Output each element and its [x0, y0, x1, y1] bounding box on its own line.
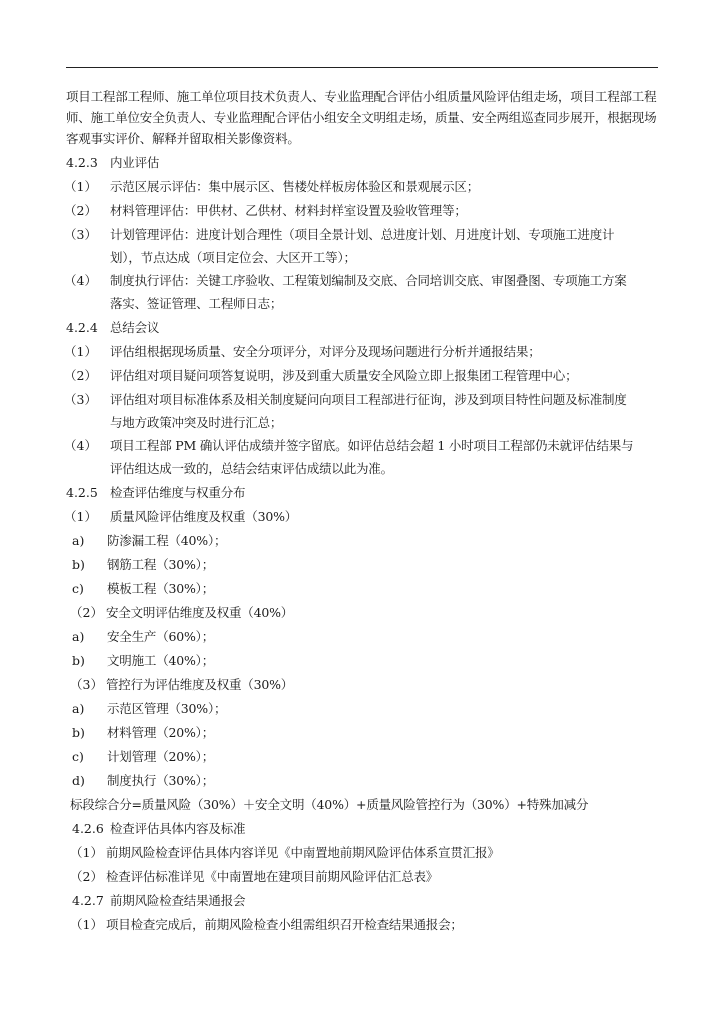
list-item-text: 项目检查完成后，前期风险检查小组需组织召开检查结果通报会； [106, 917, 463, 932]
list-item-text: 项目工程部 PM 确认评估成绩并签字留底。如评估总结会超 1 小时项目工程部仍未就评估结果与 [110, 438, 634, 453]
list-item-number: （1） [64, 179, 97, 194]
sub-item-text: 制度执行（30%）； [107, 773, 215, 788]
list-item-continuation: 与地方政策冲突及时进行汇总； [110, 415, 283, 430]
sub-item-letter: b) [72, 725, 85, 740]
list-item-number: （3） [64, 227, 97, 242]
group-title: 质量风险评估维度及权重（30%） [110, 509, 298, 524]
list-item-number: （4） [64, 273, 97, 288]
section-number: 4.2.5 [66, 485, 98, 500]
list-item-number: （4） [64, 438, 97, 453]
section-number: 4.2.4 [66, 320, 98, 335]
sub-item-text: 模板工程（30%）； [107, 581, 215, 596]
section-number: 4.2.3 [66, 155, 98, 170]
header-rule [66, 67, 658, 68]
sub-item-letter: c) [72, 749, 84, 764]
section-title: 前期风险检查结果通报会 [110, 893, 246, 908]
sub-item-letter: a) [72, 533, 85, 548]
sub-item-text: 文明施工（40%）； [107, 653, 215, 668]
sub-item-letter: b) [72, 557, 85, 572]
list-item-text: 示范区展示评估：集中展示区、售楼处样板房体验区和景观展示区； [110, 179, 480, 194]
section-title: 检查评估维度与权重分布 [110, 485, 246, 500]
list-item-number: （2） [64, 203, 97, 218]
sub-item-text: 材料管理（20%）； [107, 725, 215, 740]
list-item-text: 制度执行评估：关键工序验收、工程策划编制及交底、合同培训交底、审图叠图、专项施工方案 [110, 273, 627, 288]
list-item-number: （1） [70, 845, 103, 860]
list-item-continuation: 划），节点达成（项目定位会、大区开工等）； [110, 250, 356, 265]
list-item-text: 材料管理评估：甲供材、乙供材、材料封样室设置及验收管理等； [110, 203, 467, 218]
sub-item-letter: b) [72, 653, 85, 668]
group-number: （1） [64, 509, 97, 524]
list-item-number: （2） [64, 368, 97, 383]
list-item-text: 检查评估标准详见《中南置地在建项目前期风险评估汇总表》 [106, 869, 439, 884]
list-item-number: （1） [64, 344, 97, 359]
list-item-text: 计划管理评估：进度计划合理性（项目全景计划、总进度计划、月进度计划、专项施工进度计 [110, 227, 615, 242]
list-item-text: 评估组对项目疑问项答复说明，涉及到重大质量安全风险立即上报集团工程管理中心； [110, 368, 578, 383]
group-title: 管控行为评估维度及权重（30%） [106, 677, 294, 692]
section-title: 总结会议 [110, 320, 160, 335]
section-number: 4.2.6 [72, 821, 104, 836]
sub-item-letter: c) [72, 581, 84, 596]
list-item-number: （3） [64, 392, 97, 407]
list-item-text: 评估组根据现场质量、安全分项评分，对评分及现场问题进行分析并通报结果； [110, 344, 541, 359]
list-item-continuation: 落实、签证管理、工程师日志； [110, 296, 283, 311]
sub-item-letter: a) [72, 629, 85, 644]
sub-item-text: 安全生产（60%）； [107, 629, 215, 644]
sub-item-text: 防渗漏工程（40%）； [107, 533, 227, 548]
list-item-number: （2） [70, 869, 103, 884]
sub-item-text: 计划管理（20%）； [107, 749, 215, 764]
score-formula: 标段综合分=质量风险（30%）＋安全文明（40%）+质量风险管控行为（30%）+特殊加减分 [70, 797, 589, 812]
list-item-continuation: 评估组达成一致的，总结会结束评估成绩以此为准。 [110, 461, 393, 476]
group-title: 安全文明评估维度及权重（40%） [106, 605, 294, 620]
list-item-text: 前期风险检查评估具体内容详见《中南置地前期风险评估体系宣贯汇报》 [106, 845, 500, 860]
section-title: 检查评估具体内容及标准 [110, 821, 246, 836]
section-number: 4.2.7 [72, 893, 104, 908]
sub-item-letter: a) [72, 701, 85, 716]
intro-paragraph: 项目工程部工程师、施工单位项目技术负责人、专业监理配合评估小组质量风险评估组走场，项目工程部工程师、施工单位安全负责人、专业监理配合评估小组安全文明组走场，质量、安全两组巡查同步展开，根据现场客观事实评价、解释并留取相关影像资料。 [66, 89, 657, 146]
group-number: （2） [70, 605, 103, 620]
sub-item-text: 示范区管理（30%）； [107, 701, 227, 716]
list-item-text: 评估组对项目标准体系及相关制度疑问向项目工程部进行征询，涉及到项目特性问题及标准制度 [110, 392, 627, 407]
sub-item-text: 钢筋工程（30%）； [107, 557, 215, 572]
list-item-number: （1） [70, 917, 103, 932]
group-number: （3） [70, 677, 103, 692]
sub-item-letter: d) [72, 773, 85, 788]
section-title: 内业评估 [110, 155, 160, 170]
